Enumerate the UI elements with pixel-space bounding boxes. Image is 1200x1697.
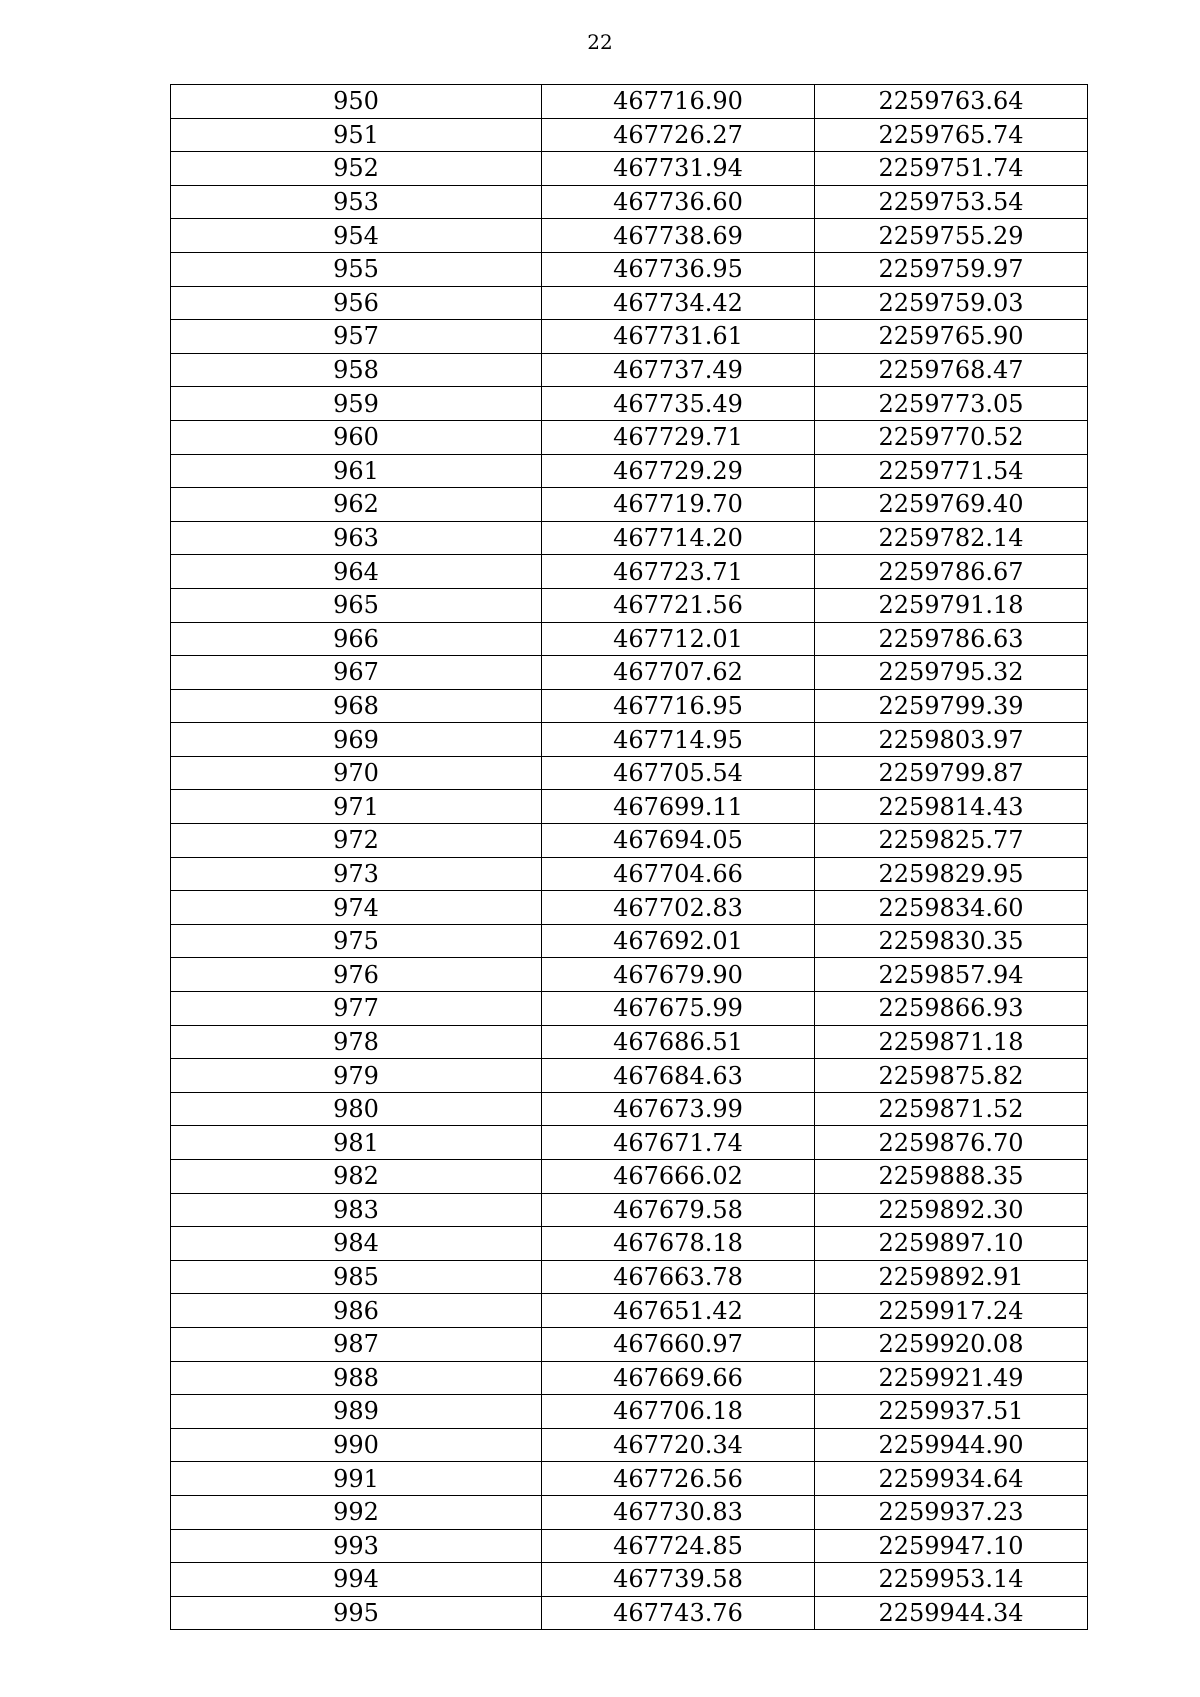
y-coordinate-cell: 2259871.18 bbox=[815, 1025, 1088, 1059]
y-coordinate-cell: 2259866.93 bbox=[815, 992, 1088, 1026]
table-row bbox=[171, 958, 1088, 992]
point-number-cell: 992 bbox=[171, 1495, 542, 1529]
x-coordinate-cell: 467720.34 bbox=[542, 1428, 815, 1462]
y-coordinate-cell: 2259769.40 bbox=[815, 488, 1088, 522]
point-number-cell: 959 bbox=[171, 387, 542, 421]
x-coordinate-cell: 467705.54 bbox=[542, 756, 815, 790]
y-coordinate-cell: 2259799.39 bbox=[815, 689, 1088, 723]
x-coordinate-cell: 467714.20 bbox=[542, 521, 815, 555]
table-row bbox=[171, 891, 1088, 925]
table-row bbox=[171, 1327, 1088, 1361]
y-coordinate-cell: 2259830.35 bbox=[815, 924, 1088, 958]
table-row bbox=[171, 857, 1088, 891]
point-number-cell: 984 bbox=[171, 1227, 542, 1261]
y-coordinate-cell: 2259934.64 bbox=[815, 1462, 1088, 1496]
y-coordinate-cell: 2259759.03 bbox=[815, 286, 1088, 320]
y-coordinate-cell: 2259771.54 bbox=[815, 454, 1088, 488]
table-row bbox=[171, 1126, 1088, 1160]
x-coordinate-cell: 467729.71 bbox=[542, 420, 815, 454]
y-coordinate-cell: 2259876.70 bbox=[815, 1126, 1088, 1160]
y-coordinate-cell: 2259782.14 bbox=[815, 521, 1088, 555]
x-coordinate-cell: 467736.60 bbox=[542, 185, 815, 219]
y-coordinate-cell: 2259875.82 bbox=[815, 1059, 1088, 1093]
y-coordinate-cell: 2259786.63 bbox=[815, 622, 1088, 656]
point-number-cell: 962 bbox=[171, 488, 542, 522]
point-number-cell: 981 bbox=[171, 1126, 542, 1160]
x-coordinate-cell: 467686.51 bbox=[542, 1025, 815, 1059]
point-number-cell: 983 bbox=[171, 1193, 542, 1227]
x-coordinate-cell: 467739.58 bbox=[542, 1563, 815, 1597]
x-coordinate-cell: 467669.66 bbox=[542, 1361, 815, 1395]
x-coordinate-cell: 467736.95 bbox=[542, 252, 815, 286]
x-coordinate-cell: 467721.56 bbox=[542, 588, 815, 622]
x-coordinate-cell: 467666.02 bbox=[542, 1160, 815, 1194]
table-row bbox=[171, 286, 1088, 320]
point-number-cell: 986 bbox=[171, 1294, 542, 1328]
table-row bbox=[171, 1160, 1088, 1194]
table-row bbox=[171, 1361, 1088, 1395]
x-coordinate-cell: 467679.90 bbox=[542, 958, 815, 992]
point-number-cell: 958 bbox=[171, 353, 542, 387]
table-row bbox=[171, 790, 1088, 824]
x-coordinate-cell: 467735.49 bbox=[542, 387, 815, 421]
coordinate-table bbox=[170, 84, 1088, 1630]
x-coordinate-cell: 467692.01 bbox=[542, 924, 815, 958]
y-coordinate-cell: 2259755.29 bbox=[815, 219, 1088, 253]
y-coordinate-cell: 2259829.95 bbox=[815, 857, 1088, 891]
y-coordinate-cell: 2259857.94 bbox=[815, 958, 1088, 992]
point-number-cell: 967 bbox=[171, 656, 542, 690]
y-coordinate-cell: 2259825.77 bbox=[815, 824, 1088, 858]
y-coordinate-cell: 2259888.35 bbox=[815, 1160, 1088, 1194]
point-number-cell: 968 bbox=[171, 689, 542, 723]
table-row bbox=[171, 1395, 1088, 1429]
table-row bbox=[171, 1428, 1088, 1462]
table-row bbox=[171, 723, 1088, 757]
table-row bbox=[171, 1260, 1088, 1294]
point-number-cell: 973 bbox=[171, 857, 542, 891]
point-number-cell: 966 bbox=[171, 622, 542, 656]
point-number-cell: 956 bbox=[171, 286, 542, 320]
table-row bbox=[171, 1495, 1088, 1529]
x-coordinate-cell: 467679.58 bbox=[542, 1193, 815, 1227]
table-row bbox=[171, 185, 1088, 219]
table-row bbox=[171, 924, 1088, 958]
point-number-cell: 987 bbox=[171, 1327, 542, 1361]
x-coordinate-cell: 467673.99 bbox=[542, 1092, 815, 1126]
table-row bbox=[171, 1059, 1088, 1093]
table-row bbox=[171, 656, 1088, 690]
x-coordinate-cell: 467730.83 bbox=[542, 1495, 815, 1529]
table-row bbox=[171, 488, 1088, 522]
y-coordinate-cell: 2259953.14 bbox=[815, 1563, 1088, 1597]
y-coordinate-cell: 2259920.08 bbox=[815, 1327, 1088, 1361]
x-coordinate-cell: 467716.95 bbox=[542, 689, 815, 723]
point-number-cell: 980 bbox=[171, 1092, 542, 1126]
x-coordinate-cell: 467714.95 bbox=[542, 723, 815, 757]
table-row bbox=[171, 555, 1088, 589]
table-row bbox=[171, 1529, 1088, 1563]
x-coordinate-cell: 467729.29 bbox=[542, 454, 815, 488]
y-coordinate-cell: 2259921.49 bbox=[815, 1361, 1088, 1395]
point-number-cell: 989 bbox=[171, 1395, 542, 1429]
point-number-cell: 960 bbox=[171, 420, 542, 454]
table-row bbox=[171, 85, 1088, 119]
x-coordinate-cell: 467678.18 bbox=[542, 1227, 815, 1261]
x-coordinate-cell: 467738.69 bbox=[542, 219, 815, 253]
y-coordinate-cell: 2259871.52 bbox=[815, 1092, 1088, 1126]
table-row bbox=[171, 252, 1088, 286]
table-row bbox=[171, 353, 1088, 387]
point-number-cell: 955 bbox=[171, 252, 542, 286]
point-number-cell: 954 bbox=[171, 219, 542, 253]
point-number-cell: 952 bbox=[171, 152, 542, 186]
point-number-cell: 988 bbox=[171, 1361, 542, 1395]
x-coordinate-cell: 467737.49 bbox=[542, 353, 815, 387]
x-coordinate-cell: 467684.63 bbox=[542, 1059, 815, 1093]
x-coordinate-cell: 467734.42 bbox=[542, 286, 815, 320]
y-coordinate-cell: 2259753.54 bbox=[815, 185, 1088, 219]
point-number-cell: 963 bbox=[171, 521, 542, 555]
x-coordinate-cell: 467663.78 bbox=[542, 1260, 815, 1294]
x-coordinate-cell: 467716.90 bbox=[542, 85, 815, 119]
table-row bbox=[171, 689, 1088, 723]
table-row bbox=[171, 320, 1088, 354]
y-coordinate-cell: 2259795.32 bbox=[815, 656, 1088, 690]
page-number: 22 bbox=[587, 30, 613, 54]
x-coordinate-cell: 467726.56 bbox=[542, 1462, 815, 1496]
y-coordinate-cell: 2259791.18 bbox=[815, 588, 1088, 622]
y-coordinate-cell: 2259759.97 bbox=[815, 252, 1088, 286]
table-row bbox=[171, 152, 1088, 186]
x-coordinate-cell: 467702.83 bbox=[542, 891, 815, 925]
point-number-cell: 971 bbox=[171, 790, 542, 824]
x-coordinate-cell: 467723.71 bbox=[542, 555, 815, 589]
point-number-cell: 972 bbox=[171, 824, 542, 858]
y-coordinate-cell: 2259803.97 bbox=[815, 723, 1088, 757]
y-coordinate-cell: 2259897.10 bbox=[815, 1227, 1088, 1261]
point-number-cell: 961 bbox=[171, 454, 542, 488]
table-row bbox=[171, 1294, 1088, 1328]
y-coordinate-cell: 2259892.30 bbox=[815, 1193, 1088, 1227]
table-row bbox=[171, 118, 1088, 152]
point-number-cell: 994 bbox=[171, 1563, 542, 1597]
y-coordinate-cell: 2259763.64 bbox=[815, 85, 1088, 119]
x-coordinate-cell: 467731.61 bbox=[542, 320, 815, 354]
table-row bbox=[171, 454, 1088, 488]
y-coordinate-cell: 2259937.51 bbox=[815, 1395, 1088, 1429]
x-coordinate-cell: 467719.70 bbox=[542, 488, 815, 522]
point-number-cell: 969 bbox=[171, 723, 542, 757]
x-coordinate-cell: 467707.62 bbox=[542, 656, 815, 690]
x-coordinate-cell: 467675.99 bbox=[542, 992, 815, 1026]
y-coordinate-cell: 2259770.52 bbox=[815, 420, 1088, 454]
point-number-cell: 950 bbox=[171, 85, 542, 119]
table-row bbox=[171, 1462, 1088, 1496]
y-coordinate-cell: 2259768.47 bbox=[815, 353, 1088, 387]
x-coordinate-cell: 467726.27 bbox=[542, 118, 815, 152]
point-number-cell: 995 bbox=[171, 1596, 542, 1630]
table-row bbox=[171, 756, 1088, 790]
table-row bbox=[171, 1563, 1088, 1597]
x-coordinate-cell: 467671.74 bbox=[542, 1126, 815, 1160]
table-row bbox=[171, 219, 1088, 253]
x-coordinate-cell: 467743.76 bbox=[542, 1596, 815, 1630]
x-coordinate-cell: 467699.11 bbox=[542, 790, 815, 824]
y-coordinate-cell: 2259786.67 bbox=[815, 555, 1088, 589]
table-row bbox=[171, 1596, 1088, 1630]
table-row bbox=[171, 588, 1088, 622]
y-coordinate-cell: 2259773.05 bbox=[815, 387, 1088, 421]
point-number-cell: 953 bbox=[171, 185, 542, 219]
table-row bbox=[171, 992, 1088, 1026]
y-coordinate-cell: 2259765.90 bbox=[815, 320, 1088, 354]
x-coordinate-cell: 467731.94 bbox=[542, 152, 815, 186]
x-coordinate-cell: 467706.18 bbox=[542, 1395, 815, 1429]
y-coordinate-cell: 2259834.60 bbox=[815, 891, 1088, 925]
x-coordinate-cell: 467712.01 bbox=[542, 622, 815, 656]
x-coordinate-cell: 467694.05 bbox=[542, 824, 815, 858]
point-number-cell: 957 bbox=[171, 320, 542, 354]
table-row bbox=[171, 1227, 1088, 1261]
point-number-cell: 977 bbox=[171, 992, 542, 1026]
point-number-cell: 964 bbox=[171, 555, 542, 589]
y-coordinate-cell: 2259917.24 bbox=[815, 1294, 1088, 1328]
point-number-cell: 965 bbox=[171, 588, 542, 622]
point-number-cell: 993 bbox=[171, 1529, 542, 1563]
y-coordinate-cell: 2259947.10 bbox=[815, 1529, 1088, 1563]
y-coordinate-cell: 2259799.87 bbox=[815, 756, 1088, 790]
table-row bbox=[171, 387, 1088, 421]
point-number-cell: 975 bbox=[171, 924, 542, 958]
table-row bbox=[171, 521, 1088, 555]
x-coordinate-cell: 467704.66 bbox=[542, 857, 815, 891]
table-row bbox=[171, 824, 1088, 858]
table-row bbox=[171, 1025, 1088, 1059]
x-coordinate-cell: 467651.42 bbox=[542, 1294, 815, 1328]
point-number-cell: 974 bbox=[171, 891, 542, 925]
point-number-cell: 978 bbox=[171, 1025, 542, 1059]
table-row bbox=[171, 420, 1088, 454]
y-coordinate-cell: 2259765.74 bbox=[815, 118, 1088, 152]
point-number-cell: 985 bbox=[171, 1260, 542, 1294]
point-number-cell: 979 bbox=[171, 1059, 542, 1093]
point-number-cell: 970 bbox=[171, 756, 542, 790]
y-coordinate-cell: 2259814.43 bbox=[815, 790, 1088, 824]
x-coordinate-cell: 467660.97 bbox=[542, 1327, 815, 1361]
y-coordinate-cell: 2259944.90 bbox=[815, 1428, 1088, 1462]
point-number-cell: 976 bbox=[171, 958, 542, 992]
y-coordinate-cell: 2259944.34 bbox=[815, 1596, 1088, 1630]
point-number-cell: 990 bbox=[171, 1428, 542, 1462]
y-coordinate-cell: 2259751.74 bbox=[815, 152, 1088, 186]
coordinate-table-body bbox=[171, 85, 1088, 1630]
y-coordinate-cell: 2259937.23 bbox=[815, 1495, 1088, 1529]
table-row bbox=[171, 1193, 1088, 1227]
y-coordinate-cell: 2259892.91 bbox=[815, 1260, 1088, 1294]
table-row bbox=[171, 1092, 1088, 1126]
point-number-cell: 951 bbox=[171, 118, 542, 152]
x-coordinate-cell: 467724.85 bbox=[542, 1529, 815, 1563]
table-row bbox=[171, 622, 1088, 656]
point-number-cell: 982 bbox=[171, 1160, 542, 1194]
point-number-cell: 991 bbox=[171, 1462, 542, 1496]
